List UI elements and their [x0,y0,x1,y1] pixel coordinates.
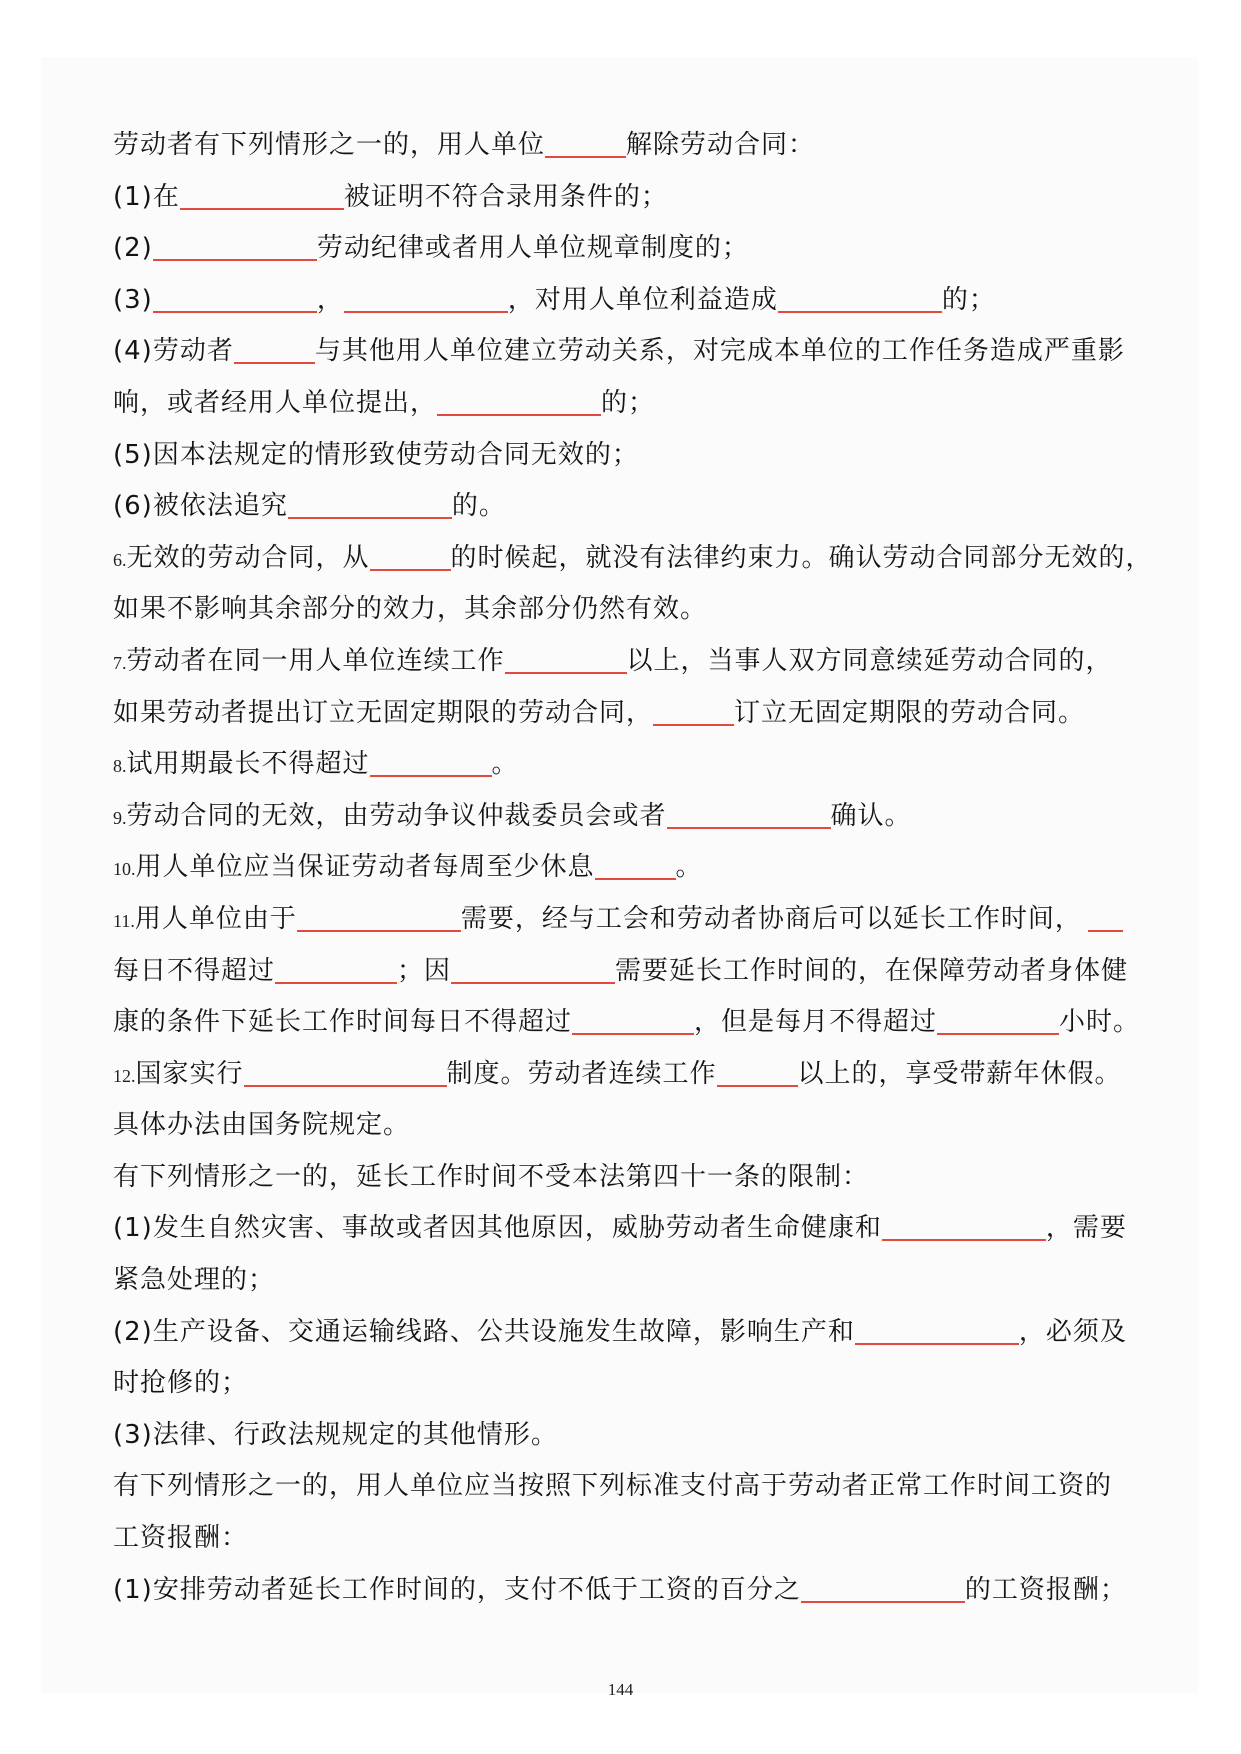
line-text: (4)劳动者 [113,336,234,367]
line-text: 时抢修的； [113,1368,249,1399]
line-text: 订立无固定期限的劳动合同。 [734,697,1086,728]
text-line [113,894,1143,946]
text-line [113,1358,1143,1410]
text-line [113,842,1143,894]
line-text: 的时候起，就没有法律约束力。确认劳动合同部分无效的， [450,542,1153,573]
fill-blank [180,208,344,210]
fill-blank [437,414,601,416]
line-text: 的工资报酬； [964,1574,1127,1605]
text-line [113,1100,1143,1152]
question-number: 10. [113,859,136,880]
text-line [113,1152,1143,1204]
line-text: ， [316,284,344,315]
fill-blank [717,1085,798,1087]
line-text: 响，或者经用人单位提出， [113,387,438,418]
line-text: 劳动纪律或者用人单位规章制度的； [316,233,749,264]
text-line [113,172,1143,224]
line-text: 如果不影响其余部分的效力，其余部分仍然有效。 [113,594,708,625]
line-text: 以上，当事人双方同意续延劳动合同的， [626,645,1113,676]
page-number: 144 [607,1680,634,1699]
fill-blank [344,311,508,313]
line-text: 被证明不符合录用条件的； [343,181,668,212]
fill-blank [595,878,676,880]
question-number: 9. [113,807,127,828]
line-text: 如果劳动者提出订立无固定期限的劳动合同， [113,697,654,728]
line-text: ，对用人单位利益造成 [507,284,778,315]
line-text: 用人单位由于 [134,903,297,934]
text-line [113,1565,1143,1617]
text-line [113,997,1143,1049]
line-text: 与其他用人单位建立劳动关系，对完成本单位的工作任务造成严重影 [314,336,1125,367]
fill-blank [370,569,451,571]
text-line [113,1307,1143,1359]
fill-blank [882,1239,1046,1241]
fill-blank [153,259,317,261]
fill-blank [667,827,831,829]
line-text: 需要延长工作时间的，在保障劳动者身体健 [615,955,1129,986]
fill-blank [572,1033,694,1035]
line-text: 的； [941,284,996,315]
text-line [113,275,1143,327]
fill-blank [234,362,315,364]
line-text: ；因 [397,955,452,986]
line-text: ，但是每月不得超过 [694,1007,938,1038]
fill-blank [505,672,627,674]
fill-blank [545,156,626,158]
fill-blank [653,724,734,726]
line-text: 。 [491,749,519,780]
question-number: 8. [113,756,127,777]
question-number: 6. [113,549,127,570]
line-text: 工资报酬： [113,1523,249,1554]
fill-blank [275,982,397,984]
question-number: 11. [113,910,135,931]
text-line [113,120,1143,172]
text-line [113,1049,1143,1101]
fill-blank [778,311,942,313]
fill-blank [451,982,615,984]
text-line [113,1203,1143,1255]
question-number: 12. [113,1065,136,1086]
line-text: (2) [113,233,153,264]
question-number: 7. [113,652,127,673]
line-text: (1)发生自然灾害、事故或者因其他原因，威胁劳动者生命健康和 [113,1213,882,1244]
fill-blank [297,930,461,932]
line-text: 小时。 [1059,1007,1141,1038]
text-line [113,636,1143,688]
text-line [113,533,1153,585]
line-text: (3)法律、行政法规规定的其他情形。 [113,1419,558,1450]
line-text: ，必须及 [1018,1316,1127,1347]
line-text: 解除劳动合同： [626,130,816,160]
document-body [113,120,1153,1616]
text-line [113,1513,1143,1565]
line-text: (1)安排劳动者延长工作时间的，支付不低于工资的百分之 [113,1574,801,1605]
text-line [113,584,1143,636]
text-line [113,481,1143,533]
line-text: 。 [675,852,703,883]
line-text: 需要，经与工会和劳动者协商后可以延长工作时间， [460,903,1082,934]
line-text: 具体办法由国务院规定。 [113,1110,411,1141]
line-text: (6)被依法追究 [113,491,288,522]
text-line [113,1410,1143,1462]
line-text: 劳动者在同一用人单位连续工作 [126,645,505,676]
line-text: 劳动者有下列情形之一的，用人单位 [113,130,546,160]
fill-blank [801,1601,965,1603]
fill-blank [244,1085,447,1087]
line-text: 用人单位应当保证劳动者每周至少休息 [135,852,595,883]
text-line [113,791,1143,843]
line-text: 劳动合同的无效，由劳动争议仲裁委员会或者 [126,800,667,831]
line-text: (1)在 [113,181,180,212]
text-line [113,430,1143,482]
text-line [113,378,1143,430]
fill-blank [937,1033,1059,1035]
line-text: (3) [113,284,153,315]
line-text: 的。 [451,491,506,522]
line-text: 每日不得超过 [113,955,276,986]
line-text: 国家实行 [135,1058,244,1089]
line-text: 以上的，享受带薪年休假。 [797,1058,1122,1089]
fill-blank [288,517,452,519]
line-text: 制度。劳动者连续工作 [446,1058,717,1089]
line-text: 确认。 [830,800,912,831]
line-text: 试用期最长不得超过 [126,749,370,780]
fill-blank [370,775,492,777]
line-text: 康的条件下延长工作时间每日不得超过 [113,1007,573,1038]
fill-blank [855,1343,1019,1345]
line-text: 的； [601,387,656,418]
line-text: 无效的劳动合同，从 [126,542,370,573]
text-line [113,326,1143,378]
text-line [113,739,1143,791]
line-text: (5)因本法规定的情形致使劳动合同无效的； [113,439,639,470]
line-text: 有下列情形之一的，延长工作时间不受本法第四十一条的限制： [113,1161,870,1192]
text-line [113,946,1143,998]
text-line [113,1461,1143,1513]
fill-blank [153,311,317,313]
line-text: (2)生产设备、交通运输线路、公共设施发生故障，影响生产和 [113,1316,855,1347]
line-text: 有下列情形之一的，用人单位应当按照下列标准支付高于劳动者正常工作时间工资的 [113,1471,1113,1502]
fill-blank [1088,930,1123,932]
text-line [113,688,1143,740]
text-line [113,223,1143,275]
line-text: 紧急处理的； [113,1265,276,1296]
text-line [113,1255,1143,1307]
line-text: ，需要 [1045,1213,1127,1244]
